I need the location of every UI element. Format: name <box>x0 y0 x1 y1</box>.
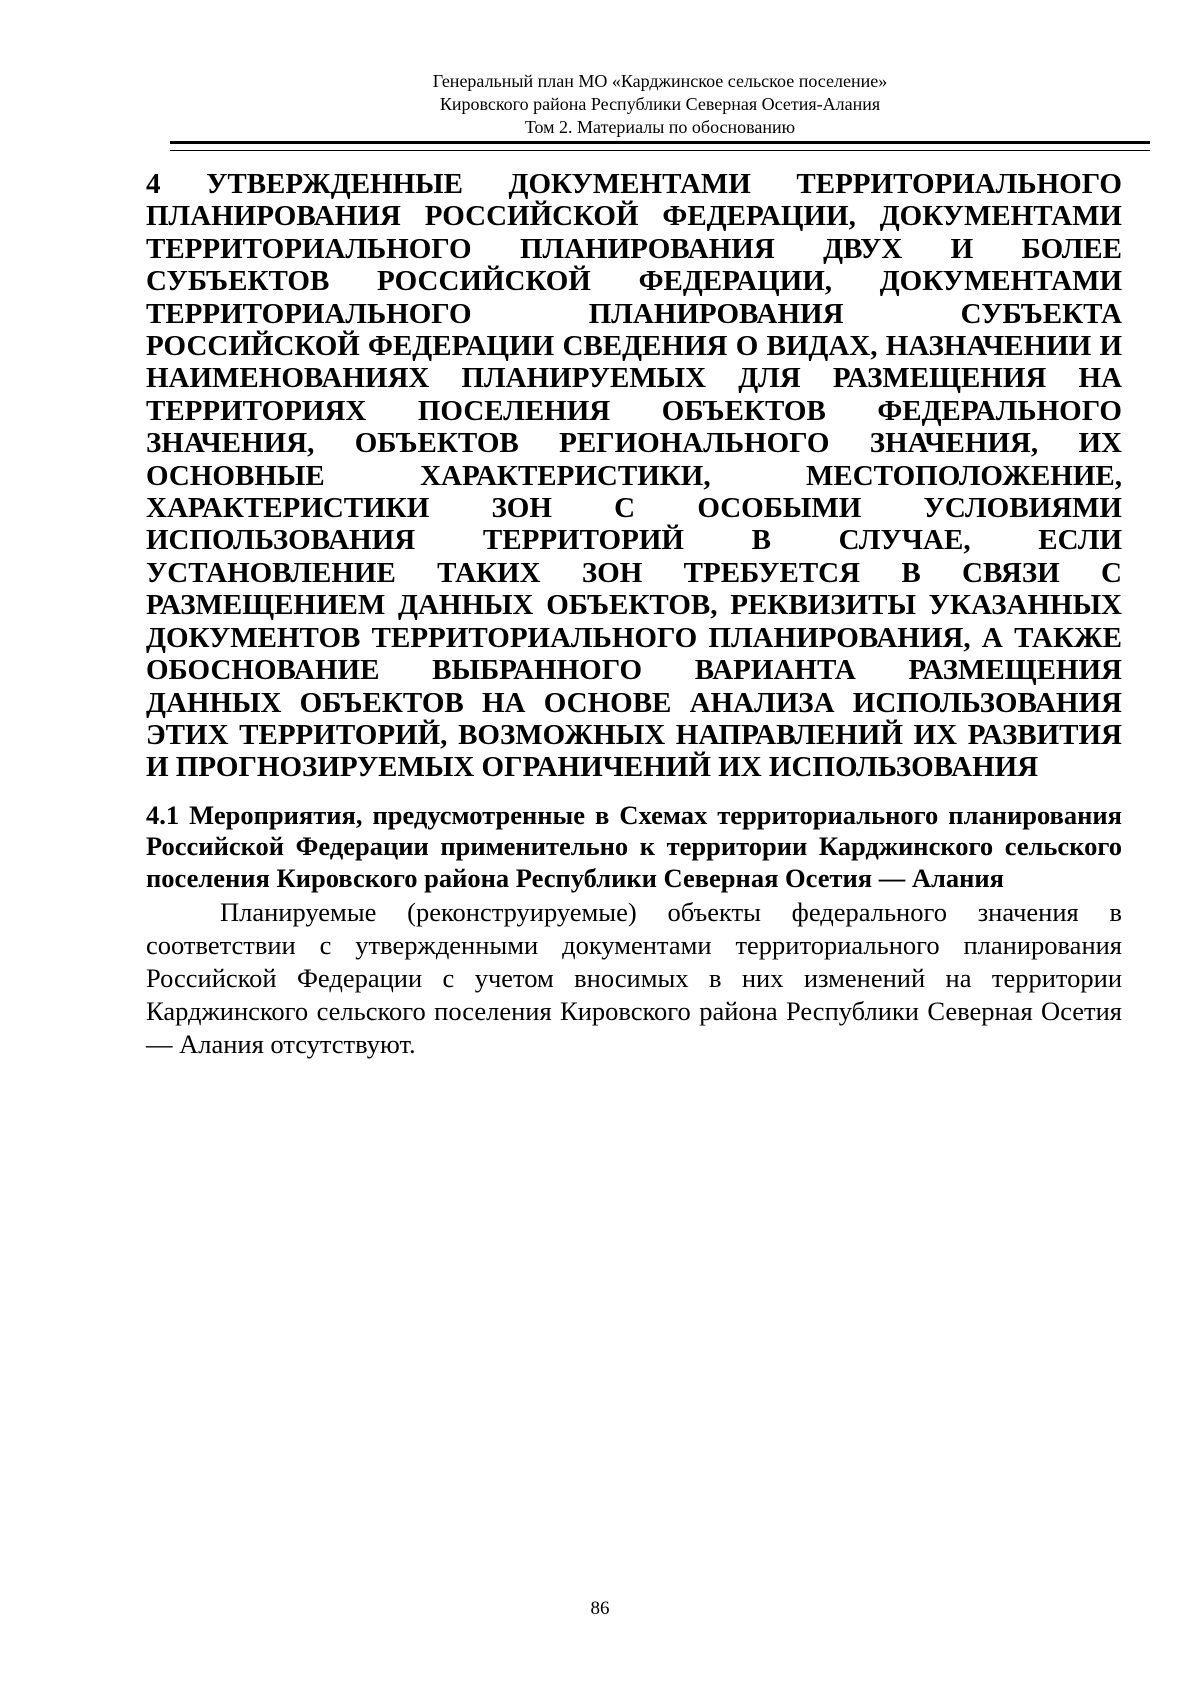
page-content <box>146 168 1122 1061</box>
chapter-heading: 4 УТВЕРЖДЕННЫЕ ДОКУМЕНТАМИ ТЕРРИТОРИАЛЬНОГО ПЛАНИРОВАНИЯ РОССИЙСКОЙ ФЕДЕРАЦИИ, ДОКУМЕНТАМИ ТЕРРИТОРИАЛЬНОГО ПЛАНИРОВАНИЯ ДВУХ И БОЛЕЕ СУБЪЕКТОВ РОССИЙСКОЙ ФЕДЕРАЦИИ, ДОКУМЕНТАМИ ТЕРРИТОРИАЛЬНОГО ПЛАНИРОВАНИЯ СУБЪЕКТА РОССИЙСКОЙ ФЕДЕРАЦИИ СВЕДЕНИЯ О ВИДАХ, НАЗНАЧЕНИИ И НАИМЕНОВАНИЯХ ПЛАНИРУЕМЫХ ДЛЯ РАЗМЕЩЕНИЯ НА ТЕРРИТОРИЯХ ПОСЕЛЕНИЯ ОБЪЕКТОВ ФЕДЕРАЛЬНОГО ЗНАЧЕНИЯ, ОБЪЕКТОВ РЕГИОНАЛЬНОГО ЗНАЧЕНИЯ, ИХ ОСНОВНЫЕ ХАРАКТЕРИСТИКИ, МЕСТОПОЛОЖЕНИЕ, ХАРАКТЕРИСТИКИ ЗОН С ОСОБЫМИ УСЛОВИЯМИ ИСПОЛЬЗОВАНИЯ ТЕРРИТОРИЙ В СЛУЧАЕ, ЕСЛИ УСТАНОВЛЕНИЕ ТАКИХ ЗОН ТРЕБУЕТСЯ В СВЯЗИ С РАЗМЕЩЕНИЕМ ДАННЫХ ОБЪЕКТОВ, РЕКВИЗИТЫ УКАЗАННЫХ ДОКУМЕНТОВ ТЕРРИТОРИАЛЬНОГО ПЛАНИРОВАНИЯ, А ТАКЖЕ ОБОСНОВАНИЕ ВЫБРАННОГО ВАРИАНТА РАЗМЕЩЕНИЯ ДАННЫХ ОБЪЕКТОВ НА ОСНОВЕ АНАЛИЗА ИСПОЛЬЗОВАНИЯ ЭТИХ ТЕРРИТОРИЙ, ВОЗМОЖНЫХ НАПРАВЛЕНИЙ ИХ РАЗВИТИЯ И ПРОГНОЗИРУЕМЫХ ОГРАНИЧЕНИЙ ИХ ИСПОЛЬЗОВАНИЯ <box>146 168 1122 784</box>
page-number: 86 <box>590 1598 610 1619</box>
header-line-1: Генеральный план МО «Карджинское сельское поселение» <box>432 71 888 91</box>
header-double-rule <box>170 141 1150 151</box>
section-heading: 4.1 Мероприятия, предусмотренные в Схемах территориального планирования Российской Федерации применительно к территории Карджинского сельского поселения Кировского района Республики Северная Осетия — Алания <box>146 799 1122 893</box>
running-header <box>170 70 1150 139</box>
header-line-2: Кировского района Республики Северная Осетия-Алания <box>439 94 881 114</box>
header-line-3: Том 2. Материалы по обоснованию <box>524 117 796 137</box>
body-paragraph: Планируемые (реконструируемые) объекты федерального значения в соответствии с утвержденными документами территориального планирования Российской Федерации с учетом вносимых в них изменений на территории Карджинского сельского поселения Кировского района Республики Северная Осетия — Алания отсутствуют. <box>146 897 1122 1060</box>
